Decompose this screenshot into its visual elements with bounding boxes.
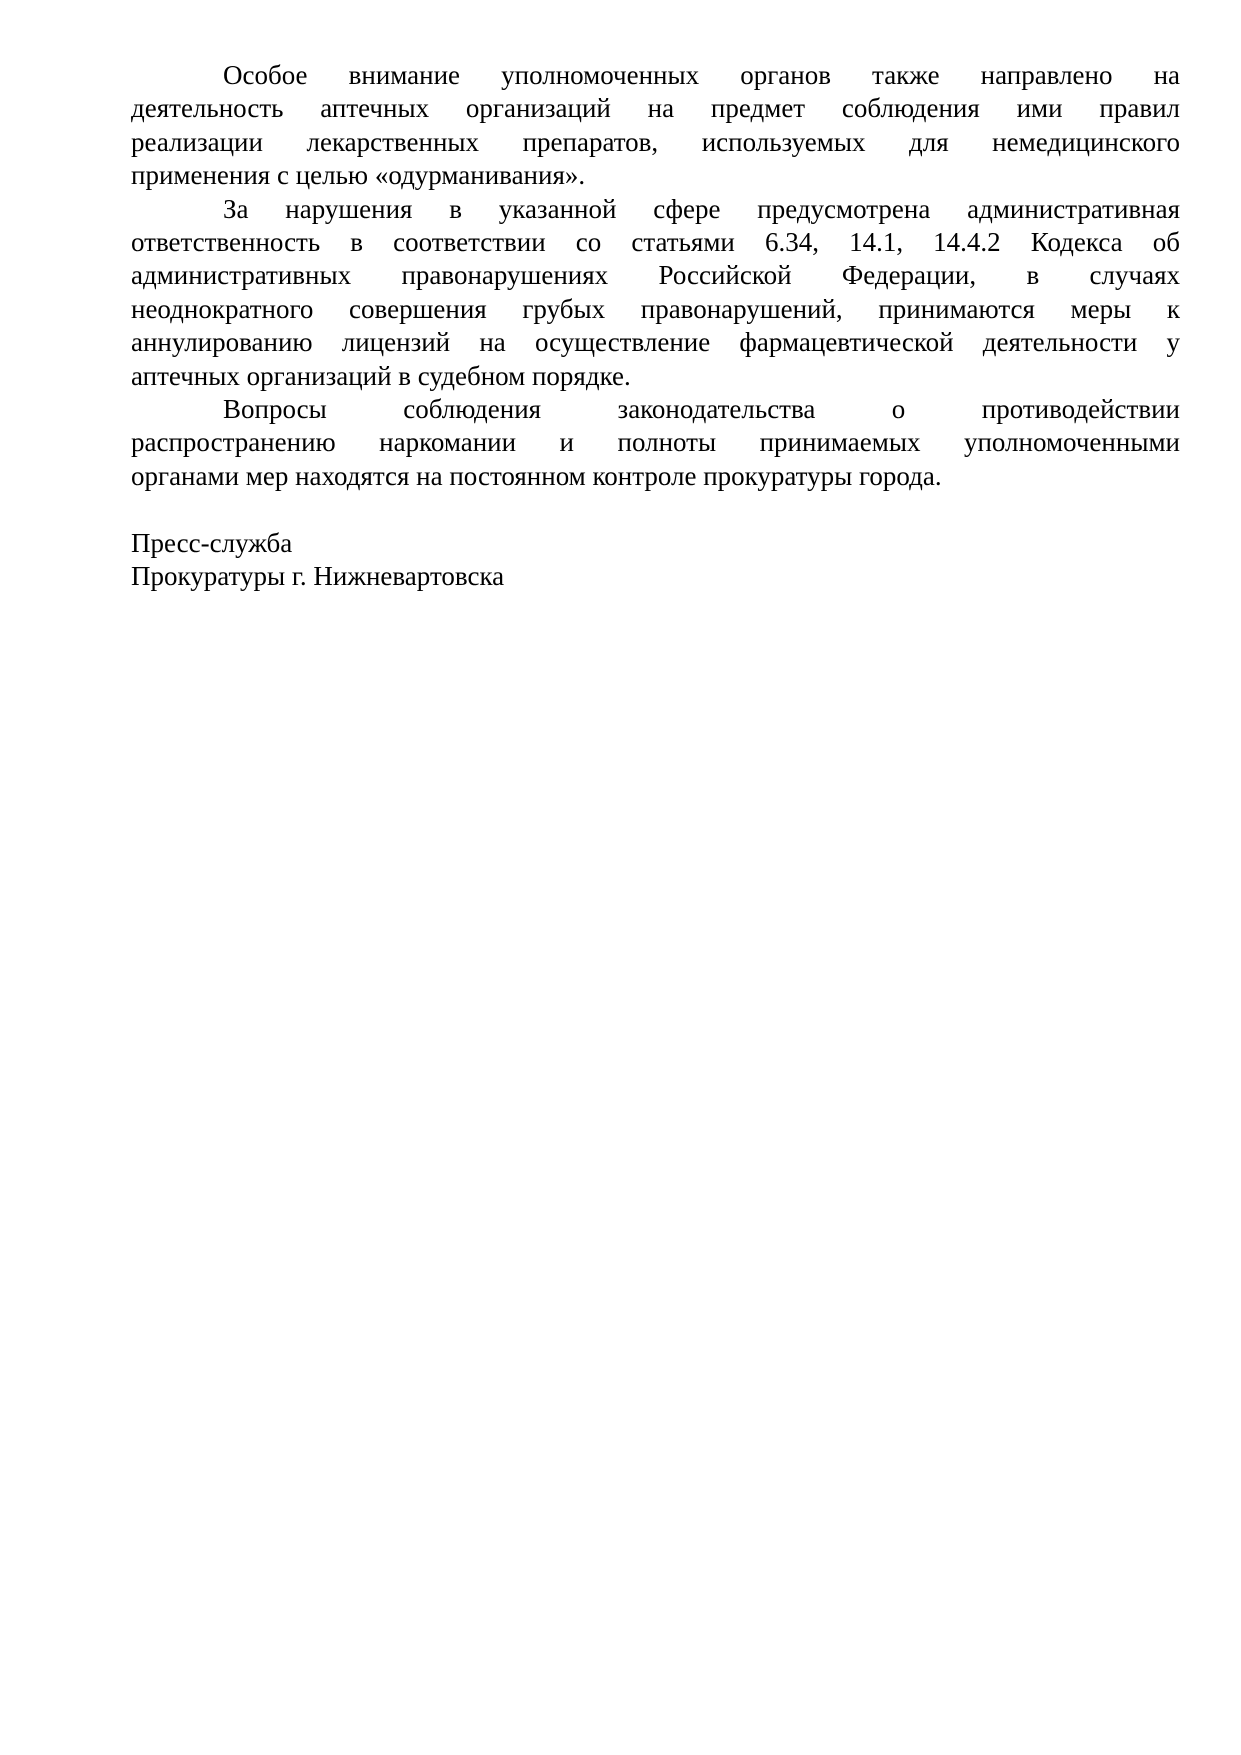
paragraph-1-line-2: деятельность аптечных организаций на предмет соблюдения ими правил — [131, 93, 1180, 124]
blank-line-separator — [131, 493, 1180, 526]
paragraph-2 — [131, 193, 1180, 393]
paragraph-2-line-1: За нарушения в указанной сфере предусмотрена административная — [223, 193, 1180, 224]
paragraph-3 — [131, 393, 1180, 493]
paragraph-1 — [131, 59, 1180, 193]
paragraph-1-line-3: реализации лекарственных препаратов, используемых для немедицинского — [131, 126, 1180, 157]
paragraph-2-line-2: ответственность в соответствии со статьями 6.34, 14.1, 14.4.2 Кодекса об — [131, 227, 1180, 258]
paragraph-3-line-3: органами мер находятся на постоянном контроле прокуратуры города. — [131, 460, 942, 491]
paragraph-2-line-6: аптечных организаций в судебном порядке. — [131, 360, 631, 391]
signature-block — [131, 527, 1180, 594]
signature-prosecutor-office: Прокуратуры г. Нижневартовска — [131, 561, 505, 592]
paragraph-3-line-1: Вопросы соблюдения законодательства о противодействии — [223, 394, 1180, 425]
paragraph-2-line-4: неоднократного совершения грубых правонарушений, принимаются меры к — [131, 293, 1180, 324]
paragraph-3-line-2: распространению наркомании и полноты принимаемых уполномоченными — [131, 427, 1180, 458]
signature-press-service: Пресс-служба — [131, 527, 293, 558]
paragraph-1-line-1: Особое внимание уполномоченных органов также направлено на — [223, 60, 1180, 90]
paragraph-2-line-5: аннулированию лицензий на осуществление фармацевтической деятельности у — [131, 327, 1180, 358]
paragraph-2-line-3: административных правонарушениях Российской Федерации, в случаях — [131, 260, 1180, 291]
paragraph-1-line-4: применения с целью «одурманивания». — [131, 160, 586, 191]
document-body — [131, 59, 1180, 593]
